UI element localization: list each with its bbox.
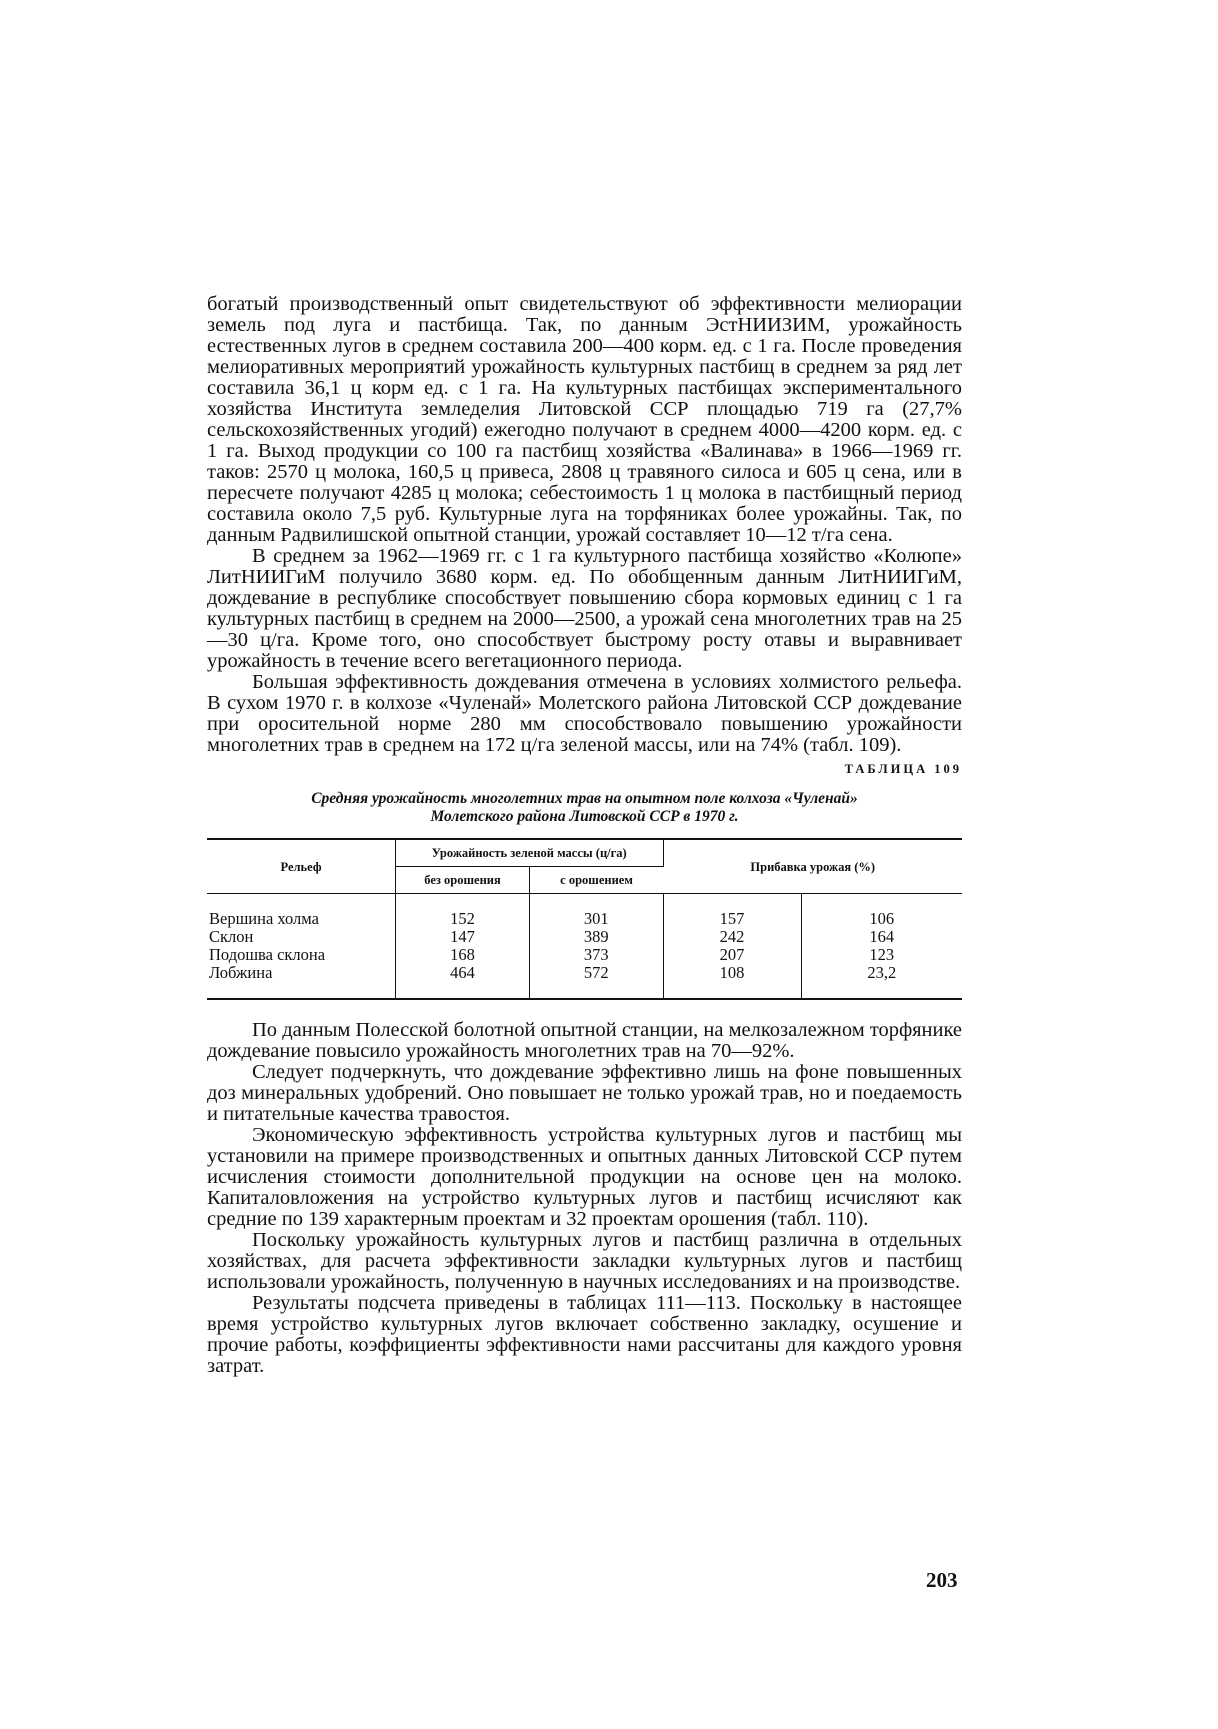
paragraph-1: богатый производственный опыт свидетельствуют об эффективности мелиорации земель под луга и пастбища. Так, по данным ЭстНИИЗИМ, урожайность естественных лугов в среднем составила 200—400 корм. ед. с 1 га. После проведения мелиоративных мероприятий урожайность культурных пастбищ в среднем за ряд лет составила 36,1 ц корм ед. с 1 га. На культурных пастбищах экспериментального хозяйства Института земледелия Литовской ССР площадью 719 га (27,7% сельскохозяйственных угодий) ежегодно получают в среднем 4000—4200 корм. ед. с 1 га. Выход продукции со 100 га пастбищ хозяйства «Валинава» в 1966—1969 гг. таков: 2570 ц молока, 160,5 ц привеса, 2808 ц травяного силоса и 605 ц сена, или в пересчете получают 4285 ц молока; себестоимость 1 ц молока в пастбищный период составила около 7,5 руб. Культурные луга на торфяниках более урожайны. Так, по данным Радвилишской опытной станции, урожай составляет 10—12 т/га сена. bbox=[207, 293, 962, 546]
page-content bbox=[207, 294, 962, 1377]
table-caption-line-2: Молетского района Литовской ССР в 1970 г. bbox=[430, 808, 739, 825]
paragraph-4: По данным Полесской болотной опытной станции, на мелкозалежном торфянике дождевание повысило урожайность многолетних трав на 70—92%. bbox=[207, 1019, 962, 1062]
cell-increase-1: 157 bbox=[663, 894, 801, 929]
cell-without: 147 bbox=[396, 928, 530, 946]
table-row bbox=[207, 946, 962, 964]
paragraph-5: Следует подчеркнуть, что дождевание эффективно лишь на фоне повышенных доз минеральных удобрений. Оно повышает не только урожай трав, но и поедаемость и питательные качества травостоя. bbox=[207, 1061, 962, 1125]
header-without-irrigation: без орошения bbox=[396, 867, 530, 894]
cell-without: 152 bbox=[396, 894, 530, 929]
cell-increase-1: 207 bbox=[663, 946, 801, 964]
table-label: ТАБЛИЦА 109 bbox=[844, 762, 962, 776]
paragraph-3: Большая эффективность дождевания отмечена в условиях холмистого рельефа. В сухом 1970 г. в колхозе «Чуленай» Молетского района Литовской ССР дождевание при оросительной норме 280 мм способствовало повышению урожайности многолетних трав в среднем на 172 ц/га зеленой массы, или на 74% (табл. 109). bbox=[207, 671, 962, 756]
cell-without: 464 bbox=[396, 964, 530, 999]
header-increase: Прибавка урожая (%) bbox=[663, 839, 962, 894]
cell-relief: Подошва склона bbox=[207, 946, 396, 964]
paragraph-6: Экономическую эффективность устройства культурных лугов и пастбищ мы установили на примере производственных и опытных данных Литовской ССР путем исчисления стоимости дополнительной продукции на основе цен на молоко. Капиталовложения на устройство культурных лугов и пастбищ исчисляют как средние по 139 характерным проектам и 32 проектам орошения (табл. 110). bbox=[207, 1124, 962, 1230]
cell-with: 373 bbox=[530, 946, 664, 964]
cell-increase-2: 164 bbox=[869, 927, 895, 946]
paragraph-8: Результаты подсчета приведены в таблицах 111—113. Поскольку в настоящее время устройство культурных лугов включает собственно закладку, осушение и прочие работы, коэффициенты эффективности нами рассчитаны для каждого уровня затрат. bbox=[207, 1292, 962, 1377]
cell-without: 168 bbox=[396, 946, 530, 964]
cell-with: 389 bbox=[530, 928, 664, 946]
table-row bbox=[207, 894, 962, 929]
table-row bbox=[207, 964, 962, 999]
cell-increase-1: 108 bbox=[663, 964, 801, 999]
cell-increase-1: 242 bbox=[663, 928, 801, 946]
cell-with: 572 bbox=[530, 964, 664, 999]
paragraph-2: В среднем за 1962—1969 гг. с 1 га культурного пастбища хозяйство «Колюпе» ЛитНИИГиМ получило 3680 корм. ед. По обобщенным данным ЛитНИИГиМ, дождевание в республике способствует повышению сбора кормовых единиц с 1 га культурных пастбищ в среднем на 2000—2500, а урожай сена многолетних трав на 25—30 ц/га. Кроме того, оно способствует быстрому росту отавы и выравнивает урожайность в течение всего вегетационного периода. bbox=[207, 545, 962, 672]
header-yield-group: Урожайность зеленой массы (ц/га) bbox=[396, 839, 664, 867]
cell-with: 301 bbox=[530, 894, 664, 929]
page-number: 203 bbox=[926, 1568, 958, 1592]
table-caption-line-1: Средняя урожайность многолетних трав на опытном поле колхоза «Чуленай» bbox=[311, 790, 858, 807]
table-caption bbox=[217, 790, 952, 826]
spacer bbox=[207, 1000, 962, 1020]
cell-increase-2: 23,2 bbox=[867, 963, 897, 982]
paragraph-7: Поскольку урожайность культурных лугов и пастбищ различна в отдельных хозяйствах, для расчета эффективности закладки культурных лугов и пастбищ использовали урожайность, полученную в научных исследованиях и на производстве. bbox=[207, 1229, 962, 1293]
cell-relief: Вершина холма bbox=[207, 894, 396, 929]
cell-increase-2: 123 bbox=[869, 945, 895, 964]
cell-increase-2: 106 bbox=[869, 909, 895, 928]
header-relief: Рельеф bbox=[207, 839, 396, 894]
cell-relief: Склон bbox=[207, 928, 396, 946]
cell-relief: Лобжина bbox=[207, 964, 396, 999]
yield-table bbox=[207, 838, 962, 1000]
header-with-irrigation: с орошением bbox=[530, 867, 664, 894]
table-row bbox=[207, 928, 962, 946]
